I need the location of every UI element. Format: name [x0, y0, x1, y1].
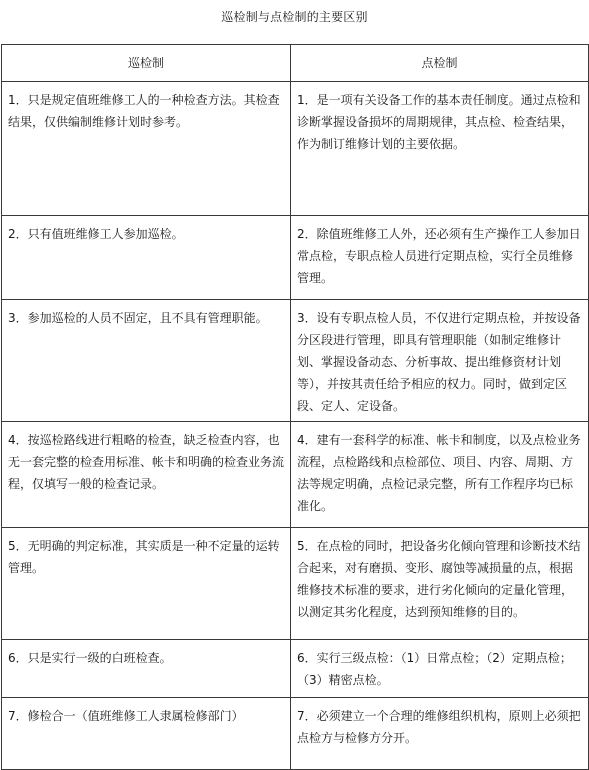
point-cell: 2．除值班维修工人外，还必须有生产操作工人参加日常点检，专职点检人员进行定期点检，实行全员维修管理。	[291, 216, 589, 300]
table-row	[2, 82, 589, 216]
table-row	[2, 640, 589, 698]
table-row	[2, 422, 589, 528]
table-row	[2, 216, 589, 300]
table-row	[2, 300, 589, 422]
point-cell: 3．设有专职点检人员，不仅进行定期点检，并按设备分区段进行管理，即具有管理职能（如制定维修计划、掌握设备动态、分析事故、提出维修资材计划等），并按其责任给予相应的权力。同时，做到定区段、定人、定设备。	[291, 300, 589, 422]
table-row	[2, 698, 589, 770]
table-header-row	[2, 45, 589, 82]
point-cell: 5．在点检的同时，把设备劣化倾向管理和诊断技术结合起来，对有磨损、变形、腐蚀等减损量的点，根据维修技术标准的要求，进行劣化倾向的定量化管理，以测定其劣化程度，达到预知维修的目的。	[291, 528, 589, 640]
point-cell: 7．必须建立一个合理的维修组织机构，原则上必须把点检方与检修方分开。	[291, 698, 589, 770]
comparison-table	[1, 44, 589, 770]
document-title: 巡检制与点检制的主要区别	[221, 10, 368, 24]
patrol-cell: 5．无明确的判定标准，其实质是一种不定量的运转管理。	[2, 528, 291, 640]
patrol-cell: 3．参加巡检的人员不固定，且不具有管理职能。	[2, 300, 291, 422]
header-point-inspection: 点检制	[291, 45, 589, 82]
patrol-cell: 2．只有值班维修工人参加巡检。	[2, 216, 291, 300]
point-cell: 4．建有一套科学的标准、帐卡和制度，以及点检业务流程，点检路线和点检部位、项目、内容、周期、方法等规定明确，点检记录完整，所有工作程序均已标准化。	[291, 422, 589, 528]
header-patrol-inspection: 巡检制	[2, 45, 291, 82]
table-row	[2, 528, 589, 640]
point-cell: 1．是一项有关设备工作的基本责任制度。通过点检和诊断掌握设备损坏的周期规律，其点检、检查结果，作为制订维修计划的主要依据。	[291, 82, 589, 216]
patrol-cell: 7．修检合一（值班维修工人隶属检修部门）	[2, 698, 291, 770]
patrol-cell: 1．只是规定值班维修工人的一种检查方法。其检查结果，仅供编制维修计划时参考。	[2, 82, 291, 216]
point-cell: 6．实行三级点检：（1）日常点检；（2）定期点检；（3）精密点检。	[291, 640, 589, 698]
patrol-cell: 6．只是实行一级的白班检查。	[2, 640, 291, 698]
patrol-cell: 4．按巡检路线进行粗略的检查，缺乏检查内容，也无一套完整的检查用标准、帐卡和明确的检查业务流程，仅填写一般的检查记录。	[2, 422, 291, 528]
